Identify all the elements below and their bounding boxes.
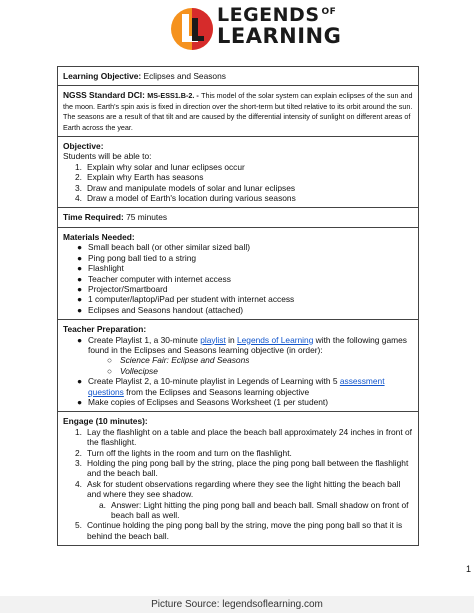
list-item: ● Flashlight — [77, 263, 124, 274]
ngss-label: NGSS Standard DCI: — [63, 90, 145, 101]
list-item: ● Ping pong ball tied to a string — [77, 252, 197, 263]
objective-row — [58, 137, 418, 208]
assessment-questions-link[interactable]: assessment questions — [88, 376, 385, 397]
list-item: ● Small beach ball (or other similar sized ball) — [77, 242, 250, 253]
teacher-prep-row — [58, 320, 418, 412]
list-item: ● Projector/Smartboard — [77, 283, 168, 294]
ngss-row — [58, 86, 418, 137]
learning-objective-row — [58, 67, 418, 86]
list-item: 2. Explain why Earth has seasons — [75, 172, 204, 183]
materials-row — [58, 228, 418, 320]
list-item: 4. Draw a model of Earth's location during various seasons — [75, 193, 296, 204]
learning-objective-value: Eclipses and Seasons — [143, 71, 226, 81]
list-item: ● Create Playlist 1, a 30-minute playlist in Legends of Learning with the following games found in the Eclipses and Seasons learning objective (in order): — [77, 334, 407, 355]
prep-label: Teacher Preparation: — [63, 324, 147, 335]
logo-mark-icon — [170, 6, 214, 52]
list-item: a. Answer: Light hitting the ping pong ball and beach ball. Small shadow on front of beach ball as well. — [99, 499, 409, 521]
engage-row — [58, 412, 418, 545]
materials-label: Materials Needed: — [63, 231, 135, 242]
list-item: 5. Continue holding the ping pong ball by the string, move the ping pong ball so that it is behind the beach ball. — [75, 520, 403, 541]
learning-objective-label: Learning Objective: — [63, 71, 142, 81]
engage-label: Engage (10 minutes): — [63, 416, 148, 427]
list-item: 1. Explain why solar and lunar eclipses occur — [75, 161, 245, 172]
time-value: 75 minutes — [126, 212, 168, 223]
list-item: 3. Holding the ping pong ball by the string, place the ping pong ball between the flashlight and the beach ball. — [75, 458, 409, 479]
objective-label: Objective: — [63, 141, 104, 152]
logo-wordmark: LEGENDS $^{OF}$ LEARNING — [217, 4, 342, 48]
list-item: ○ Vollecipse — [107, 365, 158, 376]
ngss-text: This model of the solar system can explain eclipses of the sun and the moon. Earth's spin axis is fixed in direction over the short-term but tilted relative to its orbit around the sun. The seasons are a result of that tilt and are caused by the differential intensity of sunlight on different areas of Earth across the year. — [63, 91, 413, 132]
time-label: Time Required: — [63, 212, 124, 223]
list-item: 1. Lay the flashlight on a table and place the beach ball approximately 24 inches in front of the flashlight. — [75, 426, 412, 448]
playlist-link[interactable]: playlist — [200, 334, 226, 345]
legends-of-learning-logo — [170, 4, 342, 54]
ngss-code: MS-ESS1.B-2. - — [147, 91, 199, 101]
list-item: ● Create Playlist 2, a 10-minute playlist in Legends of Learning with 5 assessment questions from the Eclipses and Seasons learning objective — [77, 376, 385, 397]
list-item: ○ Science Fair: Eclipse and Seasons — [107, 355, 250, 366]
objective-intro: Students will be able to: — [63, 151, 152, 162]
picture-source-caption: Picture Source: legendsoflearning.com — [0, 596, 474, 613]
list-item: ● Eclipses and Seasons handout (attached) — [77, 304, 244, 315]
lesson-plan-table — [57, 66, 419, 546]
list-item: ● 1 computer/laptop/iPad per student with internet access — [77, 294, 295, 305]
time-required-row — [58, 208, 418, 227]
list-item: ● Teacher computer with internet access — [77, 273, 231, 284]
list-item: ● Make copies of Eclipses and Seasons Worksheet (1 per student) — [77, 396, 329, 407]
page-number: 1 — [466, 564, 472, 574]
legends-of-learning-link[interactable]: Legends of Learning — [236, 334, 314, 345]
list-item: 3. Draw and manipulate models of solar and lunar eclipses — [75, 182, 296, 193]
list-item: 2. Turn off the lights in the room and turn on the flashlight. — [75, 447, 292, 458]
list-item: 4. Ask for student observations regarding where they see the light hitting the beach ball and where they see shadow. — [75, 478, 401, 500]
